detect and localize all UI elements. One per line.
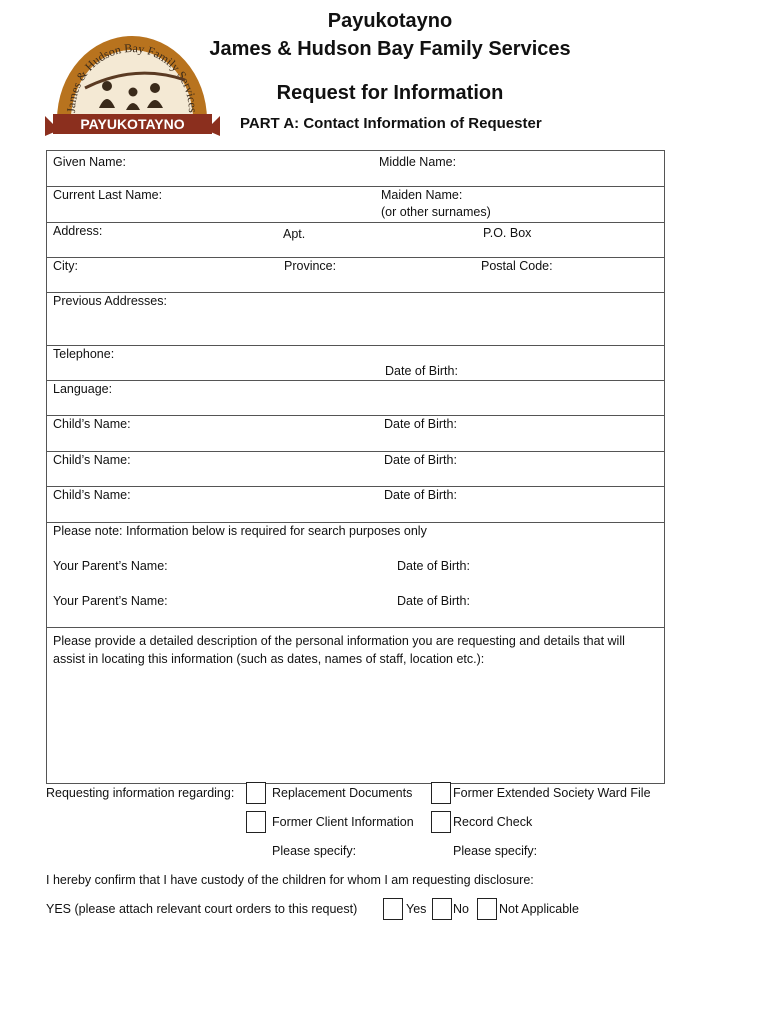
middle-name-field[interactable]: Middle Name:	[379, 155, 457, 169]
row-child-1	[47, 416, 664, 452]
custody-not-applicable-checkbox[interactable]	[477, 898, 497, 920]
row-given-name	[47, 151, 664, 187]
address-field[interactable]: Address:	[53, 224, 103, 238]
replacement-documents-label: Replacement Documents	[272, 786, 413, 800]
child-3-name-field[interactable]: Child’s Name:	[53, 488, 131, 502]
parent-2-name-field[interactable]: Your Parent’s Name:	[53, 594, 168, 608]
maiden-name-field[interactable]: Maiden Name:	[381, 188, 463, 202]
row-last-name	[47, 187, 664, 223]
please-specify-client[interactable]: Please specify:	[272, 844, 357, 858]
record-check-label: Record Check	[453, 815, 533, 829]
parent-1-name-field[interactable]: Your Parent’s Name:	[53, 559, 168, 573]
date-of-birth-field[interactable]: Date of Birth:	[385, 364, 458, 378]
parent-1-dob-field[interactable]: Date of Birth:	[397, 559, 470, 573]
requesting-label: Requesting information regarding:	[46, 786, 235, 800]
custody-no-label: No	[453, 902, 469, 916]
language-field[interactable]: Language:	[53, 382, 113, 396]
custody-no-checkbox[interactable]	[432, 898, 452, 920]
parent-2-dob-field[interactable]: Date of Birth:	[397, 594, 470, 608]
child-1-dob-field[interactable]: Date of Birth:	[384, 417, 457, 431]
logo-arc-text: James & Hudson Bay Family Services	[63, 40, 201, 113]
given-name-field[interactable]: Given Name:	[53, 155, 126, 169]
replacement-documents-checkbox[interactable]	[246, 782, 266, 804]
current-last-name-field[interactable]: Current Last Name:	[53, 188, 163, 202]
former-client-information-label: Former Client Information	[272, 815, 414, 829]
former-client-information-checkbox[interactable]	[246, 811, 266, 833]
row-telephone	[47, 346, 664, 381]
custody-not-applicable-label: Not Applicable	[499, 902, 579, 916]
logo-banner-text: PAYUKOTAYNO	[80, 116, 185, 132]
telephone-field[interactable]: Telephone:	[53, 347, 115, 361]
part-a-heading: PART A: Contact Information of Requester	[240, 115, 542, 132]
child-3-dob-field[interactable]: Date of Birth:	[384, 488, 457, 502]
row-description[interactable]	[47, 628, 664, 785]
form-title: Request for Information	[276, 82, 504, 104]
contact-info-form	[46, 150, 665, 784]
row-address	[47, 223, 664, 258]
custody-yes-label: Yes	[406, 902, 427, 916]
search-purposes-note: Please note: Information below is required for search purposes only	[53, 524, 427, 538]
record-check-checkbox[interactable]	[431, 811, 451, 833]
row-previous-addresses	[47, 293, 664, 346]
postal-code-field[interactable]: Postal Code:	[481, 259, 553, 273]
org-full-name: James & Hudson Bay Family Services	[209, 38, 571, 60]
custody-yes-checkbox[interactable]	[383, 898, 403, 920]
row-city	[47, 258, 664, 293]
po-box-field[interactable]: P.O. Box	[483, 226, 532, 240]
maiden-name-note: (or other surnames)	[381, 205, 491, 219]
city-field[interactable]: City:	[53, 259, 78, 273]
child-2-name-field[interactable]: Child’s Name:	[53, 453, 131, 467]
child-2-dob-field[interactable]: Date of Birth:	[384, 453, 457, 467]
custody-yes-note: YES (please attach relevant court orders to this request)	[46, 902, 358, 916]
row-child-3	[47, 487, 664, 523]
former-extended-society-checkbox[interactable]	[431, 782, 451, 804]
please-specify-record[interactable]: Please specify:	[453, 844, 538, 858]
row-parents	[47, 523, 664, 628]
org-name: Payukotayno	[327, 10, 453, 32]
former-extended-society-label: Former Extended Society Ward File	[453, 786, 651, 800]
province-field[interactable]: Province:	[284, 259, 337, 273]
previous-addresses-field[interactable]: Previous Addresses:	[53, 294, 167, 308]
apt-field[interactable]: Apt.	[283, 227, 306, 241]
custody-statement: I hereby confirm that I have custody of the children for whom I am requesting disclosure:	[46, 873, 534, 887]
child-1-name-field[interactable]: Child’s Name:	[53, 417, 131, 431]
description-prompt: Please provide a detailed description of the personal information you are requesting and details that will assist in locating this information (such as dates, names of staff, location etc.):	[53, 634, 625, 666]
row-child-2	[47, 452, 664, 487]
row-language	[47, 381, 664, 416]
